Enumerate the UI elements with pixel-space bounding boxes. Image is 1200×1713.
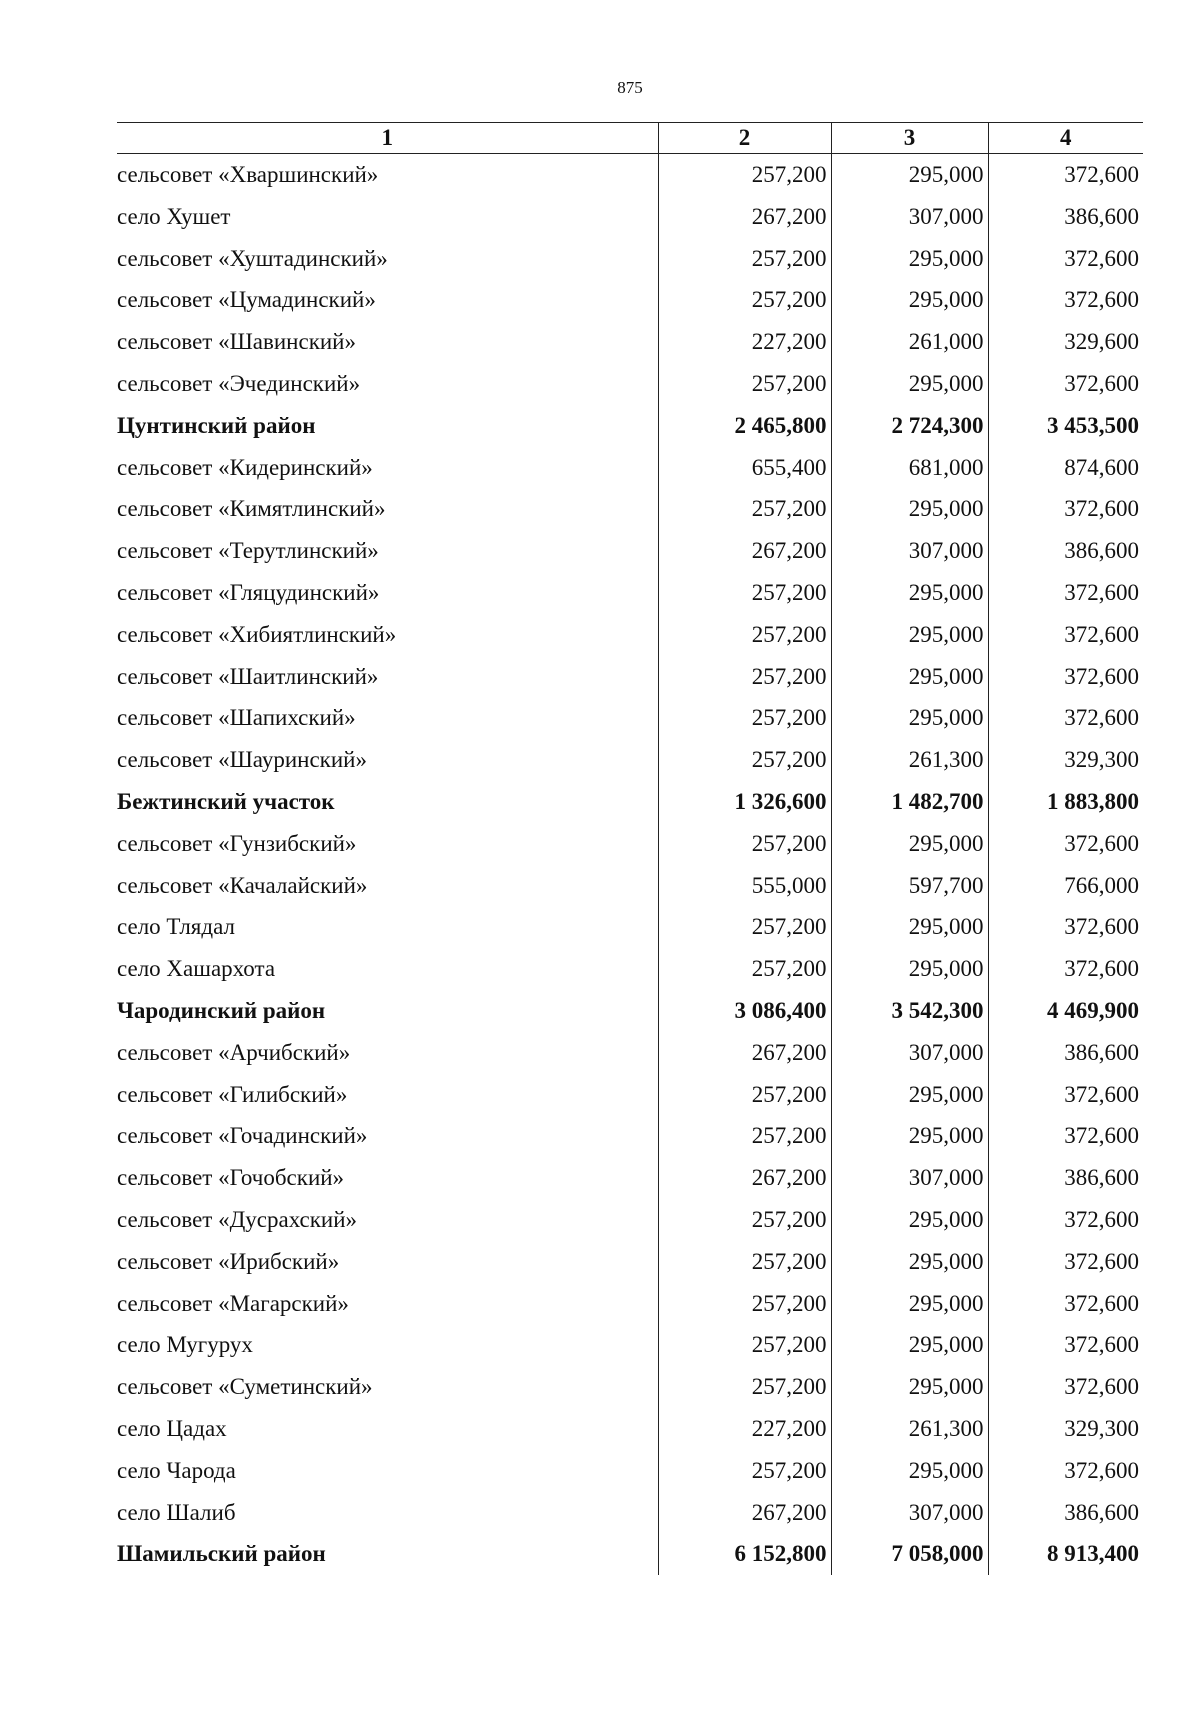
- value-col-4-cell: 4 469,900: [988, 990, 1143, 1032]
- value-col-2-cell: 1 326,600: [658, 781, 831, 823]
- row-name-cell: сельсовет «Гляцудинский»: [117, 579, 380, 605]
- value-col-3-cell: 295,000: [831, 823, 988, 865]
- table-header-row: [117, 123, 1143, 154]
- value-col-4-cell: 386,600: [988, 196, 1143, 238]
- value-col-4-cell: 372,600: [988, 154, 1143, 196]
- row-name-cell: село Хушет: [117, 203, 231, 229]
- table-row: [117, 1241, 1143, 1283]
- value-col-4-cell: 386,600: [988, 1157, 1143, 1199]
- value-col-2-cell: 257,200: [658, 1324, 831, 1366]
- table-row: [117, 823, 1143, 865]
- row-name-cell: Цунтинский район: [117, 412, 316, 438]
- value-col-2-cell: 257,200: [658, 614, 831, 656]
- value-col-3-cell: 295,000: [831, 697, 988, 739]
- value-col-3-cell: 295,000: [831, 656, 988, 698]
- value-col-2-cell: 257,200: [658, 363, 831, 405]
- value-col-3-cell: 597,700: [831, 865, 988, 907]
- table-row: [117, 1283, 1143, 1325]
- table-row: [117, 1074, 1143, 1116]
- value-col-2-cell: 257,200: [658, 1450, 831, 1492]
- value-col-2-cell: 2 465,800: [658, 405, 831, 447]
- table-row-district-total: [117, 405, 1143, 447]
- row-name-cell: сельсовет «Дусрахский»: [117, 1206, 358, 1232]
- value-col-2-cell: 257,200: [658, 279, 831, 321]
- value-col-2-cell: 257,200: [658, 572, 831, 614]
- table-row: [117, 656, 1143, 698]
- table-row-district-total: [117, 781, 1143, 823]
- value-col-3-cell: 295,000: [831, 906, 988, 948]
- value-col-3-cell: 295,000: [831, 154, 988, 196]
- table-row: [117, 739, 1143, 781]
- value-col-4-cell: 386,600: [988, 1032, 1143, 1074]
- value-col-2-cell: 257,200: [658, 823, 831, 865]
- value-col-2-cell: 257,200: [658, 1366, 831, 1408]
- row-name-cell: сельсовет «Гилибский»: [117, 1081, 348, 1107]
- table-row: [117, 279, 1143, 321]
- row-name-cell: сельсовет «Шавинский»: [117, 329, 356, 355]
- row-name-cell: сельсовет «Магарский»: [117, 1290, 349, 1316]
- value-col-2-cell: 555,000: [658, 865, 831, 907]
- row-name-cell: сельсовет «Хваршинский»: [117, 162, 379, 187]
- value-col-4-cell: 372,600: [988, 948, 1143, 990]
- value-col-2-cell: 267,200: [658, 530, 831, 572]
- table-row: [117, 1408, 1143, 1450]
- value-col-4-cell: 3 453,500: [988, 405, 1143, 447]
- data-table-container: [117, 122, 1143, 1575]
- row-name-cell: сельсовет «Гочадинский»: [117, 1123, 368, 1149]
- value-col-2-cell: 257,200: [658, 1074, 831, 1116]
- value-col-2-cell: 227,200: [658, 1408, 831, 1450]
- value-col-3-cell: 295,000: [831, 1324, 988, 1366]
- value-col-3-cell: 261,300: [831, 739, 988, 781]
- value-col-2-cell: 257,200: [658, 739, 831, 781]
- value-col-4-cell: 874,600: [988, 447, 1143, 489]
- value-col-3-cell: 261,300: [831, 1408, 988, 1450]
- value-col-3-cell: 1 482,700: [831, 781, 988, 823]
- row-name-cell: сельсовет «Шапихский»: [117, 705, 356, 731]
- table-row: [117, 948, 1143, 990]
- row-name-cell: село Хашархота: [117, 956, 276, 982]
- value-col-3-cell: 295,000: [831, 363, 988, 405]
- row-name-cell: сельсовет «Терутлинский»: [117, 538, 379, 564]
- row-name-cell: сельсовет «Хуштадинский»: [117, 245, 388, 271]
- value-col-4-cell: 372,600: [988, 1199, 1143, 1241]
- value-col-2-cell: 267,200: [658, 1157, 831, 1199]
- value-col-3-cell: 307,000: [831, 1157, 988, 1199]
- row-name-cell: село Мугурух: [117, 1332, 253, 1358]
- value-col-4-cell: 372,600: [988, 614, 1143, 656]
- value-col-4-cell: 329,600: [988, 321, 1143, 363]
- value-col-3-cell: 307,000: [831, 196, 988, 238]
- value-col-4-cell: 372,600: [988, 238, 1143, 280]
- table-row: [117, 530, 1143, 572]
- table-row: [117, 238, 1143, 280]
- column-header-3: 3: [831, 123, 988, 154]
- value-col-4-cell: 372,600: [988, 1283, 1143, 1325]
- table-row: [117, 1032, 1143, 1074]
- table-row: [117, 697, 1143, 739]
- value-col-2-cell: 267,200: [658, 1032, 831, 1074]
- value-col-4-cell: 372,600: [988, 1074, 1143, 1116]
- table-row: [117, 363, 1143, 405]
- table-row: [117, 321, 1143, 363]
- table-row: [117, 1450, 1143, 1492]
- value-col-2-cell: 257,200: [658, 488, 831, 530]
- value-col-3-cell: 7 058,000: [831, 1533, 988, 1575]
- table-row-district-total: [117, 990, 1143, 1032]
- value-col-3-cell: 295,000: [831, 238, 988, 280]
- table-row: [117, 1199, 1143, 1241]
- value-col-2-cell: 257,200: [658, 656, 831, 698]
- value-col-4-cell: 372,600: [988, 279, 1143, 321]
- row-name-cell: сельсовет «Гунзибский»: [117, 830, 357, 856]
- row-name-cell: сельсовет «Шаитлинский»: [117, 663, 379, 689]
- table-row: [117, 1157, 1143, 1199]
- row-name-cell: сельсовет «Хибиятлинский»: [117, 621, 397, 647]
- value-col-3-cell: 295,000: [831, 1241, 988, 1283]
- value-col-3-cell: 295,000: [831, 614, 988, 656]
- value-col-2-cell: 257,200: [658, 238, 831, 280]
- value-col-4-cell: 372,600: [988, 1450, 1143, 1492]
- row-name-cell: сельсовет «Эчединский»: [117, 370, 361, 396]
- row-name-cell: сельсовет «Шауринский»: [117, 747, 367, 773]
- column-header-2: 2: [658, 123, 831, 154]
- value-col-3-cell: 295,000: [831, 1074, 988, 1116]
- value-col-3-cell: 681,000: [831, 447, 988, 489]
- table-row: [117, 196, 1143, 238]
- value-col-3-cell: 3 542,300: [831, 990, 988, 1032]
- value-col-3-cell: 307,000: [831, 1032, 988, 1074]
- value-col-4-cell: 8 913,400: [988, 1533, 1143, 1575]
- value-col-4-cell: 372,600: [988, 1241, 1143, 1283]
- column-header-1: 1: [117, 123, 658, 154]
- value-col-4-cell: 386,600: [988, 530, 1143, 572]
- row-name-cell: сельсовет «Кимятлинский»: [117, 496, 386, 522]
- value-col-4-cell: 386,600: [988, 1492, 1143, 1534]
- value-col-4-cell: 372,600: [988, 656, 1143, 698]
- value-col-2-cell: 257,200: [658, 948, 831, 990]
- table-row: [117, 614, 1143, 656]
- value-col-3-cell: 307,000: [831, 530, 988, 572]
- table-row-district-total: [117, 1533, 1143, 1575]
- row-name-cell: сельсовет «Ирибский»: [117, 1248, 340, 1274]
- row-name-cell: село Чарода: [117, 1457, 236, 1483]
- value-col-3-cell: 295,000: [831, 1366, 988, 1408]
- value-col-2-cell: 267,200: [658, 1492, 831, 1534]
- value-col-3-cell: 295,000: [831, 1450, 988, 1492]
- value-col-3-cell: 307,000: [831, 1492, 988, 1534]
- table-row: [117, 488, 1143, 530]
- table-row: [117, 1366, 1143, 1408]
- row-name-cell: Бежтинский участок: [117, 788, 335, 814]
- value-col-2-cell: 227,200: [658, 321, 831, 363]
- value-col-2-cell: 3 086,400: [658, 990, 831, 1032]
- value-col-2-cell: 6 152,800: [658, 1533, 831, 1575]
- row-name-cell: сельсовет «Цумадинский»: [117, 287, 376, 313]
- row-name-cell: сельсовет «Гочобский»: [117, 1165, 345, 1191]
- value-col-3-cell: 295,000: [831, 1199, 988, 1241]
- value-col-2-cell: 257,200: [658, 697, 831, 739]
- value-col-2-cell: 257,200: [658, 1283, 831, 1325]
- row-name-cell: Шамильский район: [117, 1541, 326, 1567]
- value-col-3-cell: 295,000: [831, 488, 988, 530]
- table-row: [117, 572, 1143, 614]
- value-col-3-cell: 261,000: [831, 321, 988, 363]
- page-number: 875: [617, 78, 643, 97]
- row-name-cell: село Шалиб: [117, 1499, 236, 1525]
- table-row: [117, 1324, 1143, 1366]
- value-col-2-cell: 267,200: [658, 196, 831, 238]
- value-col-4-cell: 329,300: [988, 739, 1143, 781]
- value-col-4-cell: 372,600: [988, 906, 1143, 948]
- row-name-cell: Чародинский район: [117, 997, 326, 1023]
- value-col-2-cell: 655,400: [658, 447, 831, 489]
- value-col-4-cell: 372,600: [988, 1324, 1143, 1366]
- value-col-4-cell: 372,600: [988, 823, 1143, 865]
- value-col-4-cell: 372,600: [988, 697, 1143, 739]
- row-name-cell: село Цадах: [117, 1415, 227, 1441]
- table-row: [117, 865, 1143, 907]
- value-col-4-cell: 372,600: [988, 1366, 1143, 1408]
- row-name-cell: село Тлядал: [117, 914, 235, 940]
- value-col-4-cell: 372,600: [988, 363, 1143, 405]
- value-col-4-cell: 372,600: [988, 1115, 1143, 1157]
- column-header-4: 4: [988, 123, 1143, 154]
- table-row: [117, 154, 1143, 196]
- value-col-3-cell: 295,000: [831, 279, 988, 321]
- value-col-2-cell: 257,200: [658, 1199, 831, 1241]
- value-col-3-cell: 295,000: [831, 572, 988, 614]
- table-row: [117, 1115, 1143, 1157]
- value-col-2-cell: 257,200: [658, 154, 831, 196]
- table-row: [117, 1492, 1143, 1534]
- value-col-4-cell: 329,300: [988, 1408, 1143, 1450]
- row-name-cell: сельсовет «Кидеринский»: [117, 454, 373, 480]
- value-col-3-cell: 295,000: [831, 1283, 988, 1325]
- value-col-2-cell: 257,200: [658, 1115, 831, 1157]
- row-name-cell: сельсовет «Суметинский»: [117, 1374, 373, 1400]
- value-col-3-cell: 295,000: [831, 948, 988, 990]
- table-row: [117, 447, 1143, 489]
- row-name-cell: сельсовет «Качалайский»: [117, 872, 368, 898]
- table-row: [117, 906, 1143, 948]
- table-body: [117, 154, 1143, 1576]
- value-col-4-cell: 766,000: [988, 865, 1143, 907]
- value-col-4-cell: 372,600: [988, 572, 1143, 614]
- row-name-cell: сельсовет «Арчибский»: [117, 1039, 351, 1065]
- value-col-4-cell: 1 883,800: [988, 781, 1143, 823]
- value-col-4-cell: 372,600: [988, 488, 1143, 530]
- value-col-2-cell: 257,200: [658, 1241, 831, 1283]
- value-col-2-cell: 257,200: [658, 906, 831, 948]
- value-col-3-cell: 295,000: [831, 1115, 988, 1157]
- value-col-3-cell: 2 724,300: [831, 405, 988, 447]
- data-table: [117, 122, 1143, 1575]
